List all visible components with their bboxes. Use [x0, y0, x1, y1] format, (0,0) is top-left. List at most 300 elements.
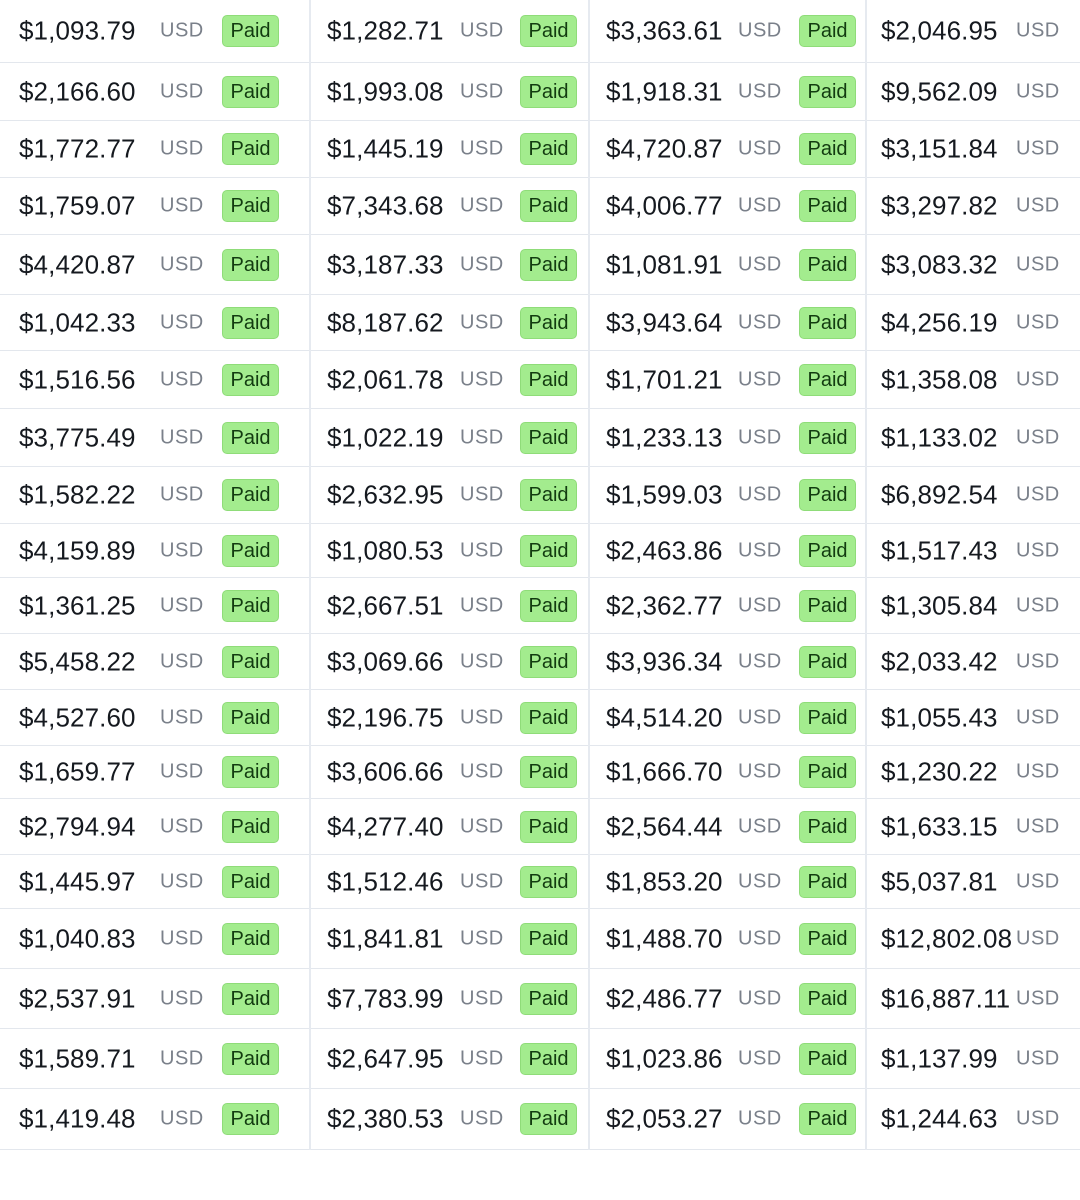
payment-row [0, 235, 309, 295]
payments-column [590, 0, 867, 1150]
payment-amount: $2,061.78 [327, 364, 444, 394]
paid-status-badge: Paid [799, 15, 856, 47]
payment-amount: $1,512.46 [327, 866, 444, 896]
paid-status-badge: Paid [520, 590, 577, 622]
currency-code: USD [160, 194, 204, 217]
currency-code: USD [1016, 987, 1060, 1009]
paid-status-badge: Paid [222, 811, 279, 843]
paid-status-badge: Paid [222, 1043, 279, 1075]
payment-row [867, 351, 1080, 409]
payment-amount: $1,233.13 [606, 422, 723, 452]
payment-amount: $1,445.19 [327, 133, 444, 164]
paid-status-badge: Paid [222, 133, 279, 165]
payment-amount: $1,080.53 [327, 535, 444, 565]
payment-row [0, 634, 309, 690]
payment-amount: $3,363.61 [606, 15, 723, 46]
payment-amount: $1,445.97 [19, 866, 136, 896]
paid-status-badge: Paid [222, 76, 279, 108]
payment-amount: $5,458.22 [19, 646, 136, 676]
payment-amount: $1,023.86 [606, 1043, 723, 1073]
currency-code: USD [738, 870, 782, 892]
payment-row [867, 578, 1080, 634]
payment-amount: $1,419.48 [19, 1103, 136, 1134]
currency-code: USD [1016, 137, 1060, 160]
paid-status-badge: Paid [222, 866, 279, 898]
currency-code: USD [460, 594, 504, 616]
paid-status-badge: Paid [520, 15, 577, 47]
currency-code: USD [1016, 19, 1060, 42]
currency-code: USD [160, 706, 204, 728]
payment-row [0, 799, 309, 855]
payment-row [590, 799, 865, 855]
payment-row [0, 63, 309, 121]
payment-amount: $9,562.09 [881, 76, 998, 106]
payment-row [867, 178, 1080, 235]
payment-amount: $2,537.91 [19, 983, 136, 1013]
payment-amount: $4,527.60 [19, 702, 136, 732]
payment-amount: $2,362.77 [606, 590, 723, 620]
payment-row [590, 578, 865, 634]
paid-status-badge: Paid [799, 133, 856, 165]
currency-code: USD [460, 927, 504, 949]
payment-row [0, 909, 309, 969]
payment-row [0, 295, 309, 351]
currency-code: USD [738, 483, 782, 506]
payment-amount: $1,589.71 [19, 1043, 136, 1073]
payment-amount: $7,343.68 [327, 190, 444, 221]
payment-amount: $1,853.20 [606, 866, 723, 896]
currency-code: USD [160, 760, 204, 783]
paid-status-badge: Paid [520, 535, 577, 567]
currency-code: USD [160, 539, 204, 561]
payment-row [590, 178, 865, 235]
payment-amount: $2,632.95 [327, 479, 444, 510]
payment-amount: $2,794.94 [19, 811, 136, 841]
payment-row [0, 178, 309, 235]
payment-row [0, 409, 309, 467]
payment-row [590, 909, 865, 969]
payment-row [867, 235, 1080, 295]
currency-code: USD [1016, 539, 1060, 561]
payment-amount: $1,841.81 [327, 923, 444, 953]
payment-row [311, 121, 588, 178]
payment-amount: $1,659.77 [19, 756, 136, 787]
currency-code: USD [460, 483, 504, 506]
payment-amount: $2,667.51 [327, 590, 444, 620]
payment-amount: $4,514.20 [606, 702, 723, 732]
currency-code: USD [460, 987, 504, 1009]
paid-status-badge: Paid [520, 190, 577, 222]
paid-status-badge: Paid [799, 535, 856, 567]
payment-amount: $2,564.44 [606, 811, 723, 841]
payment-amount: $1,517.43 [881, 535, 998, 565]
currency-code: USD [738, 815, 782, 837]
payment-row [311, 1089, 588, 1150]
currency-code: USD [460, 368, 504, 390]
payment-row [0, 121, 309, 178]
payment-amount: $4,277.40 [327, 811, 444, 841]
paid-status-badge: Paid [222, 307, 279, 339]
paid-status-badge: Paid [222, 535, 279, 567]
paid-status-badge: Paid [520, 76, 577, 108]
currency-code: USD [738, 368, 782, 390]
payment-row [311, 690, 588, 746]
paid-status-badge: Paid [799, 702, 856, 734]
currency-code: USD [160, 870, 204, 892]
paid-status-badge: Paid [520, 249, 577, 281]
payment-row [311, 178, 588, 235]
payment-row [867, 969, 1080, 1029]
currency-code: USD [738, 706, 782, 728]
currency-code: USD [738, 539, 782, 561]
payment-row [0, 690, 309, 746]
paid-status-badge: Paid [799, 866, 856, 898]
payment-row [311, 295, 588, 351]
payment-amount: $3,936.34 [606, 646, 723, 676]
paid-status-badge: Paid [799, 756, 856, 788]
payment-amount: $1,666.70 [606, 756, 723, 787]
payment-row [311, 235, 588, 295]
payment-amount: $1,516.56 [19, 364, 136, 394]
payment-row [867, 746, 1080, 799]
paid-status-badge: Paid [520, 479, 577, 511]
paid-status-badge: Paid [222, 923, 279, 955]
payment-row [311, 0, 588, 63]
payment-row [311, 799, 588, 855]
payment-row [867, 0, 1080, 63]
paid-status-badge: Paid [799, 590, 856, 622]
paid-status-badge: Paid [799, 422, 856, 454]
currency-code: USD [460, 19, 504, 42]
payment-amount: $5,037.81 [881, 866, 998, 896]
payment-row [311, 1029, 588, 1089]
currency-code: USD [160, 426, 204, 448]
currency-code: USD [160, 594, 204, 616]
currency-code: USD [460, 1047, 504, 1069]
payment-amount: $12,802.08 [881, 923, 1013, 953]
payment-row [590, 855, 865, 909]
payment-amount: $2,166.60 [19, 76, 136, 106]
payment-amount: $2,033.42 [881, 646, 998, 676]
currency-code: USD [738, 927, 782, 949]
currency-code: USD [1016, 253, 1060, 275]
currency-code: USD [160, 253, 204, 275]
currency-code: USD [460, 253, 504, 275]
currency-code: USD [160, 19, 204, 42]
currency-code: USD [160, 483, 204, 506]
currency-code: USD [738, 987, 782, 1009]
payment-row [590, 467, 865, 524]
currency-code: USD [1016, 815, 1060, 837]
payment-row [311, 855, 588, 909]
currency-code: USD [160, 80, 204, 102]
payment-row [311, 909, 588, 969]
currency-code: USD [738, 137, 782, 160]
currency-code: USD [1016, 80, 1060, 102]
currency-code: USD [160, 815, 204, 837]
currency-code: USD [460, 1107, 504, 1130]
currency-code: USD [1016, 760, 1060, 783]
currency-code: USD [460, 311, 504, 333]
currency-code: USD [738, 1107, 782, 1130]
paid-status-badge: Paid [222, 983, 279, 1015]
currency-code: USD [738, 311, 782, 333]
currency-code: USD [160, 650, 204, 672]
currency-code: USD [738, 80, 782, 102]
payment-row [867, 121, 1080, 178]
currency-code: USD [738, 194, 782, 217]
payments-column [311, 0, 590, 1150]
currency-code: USD [1016, 870, 1060, 892]
payment-amount: $4,159.89 [19, 535, 136, 565]
payment-row [0, 524, 309, 578]
currency-code: USD [160, 927, 204, 949]
payment-amount: $3,775.49 [19, 422, 136, 452]
currency-code: USD [460, 194, 504, 217]
payment-amount: $3,187.33 [327, 249, 444, 279]
currency-code: USD [1016, 1047, 1060, 1069]
currency-code: USD [160, 1047, 204, 1069]
paid-status-badge: Paid [222, 190, 279, 222]
payment-row [0, 969, 309, 1029]
paid-status-badge: Paid [520, 866, 577, 898]
payment-row [311, 634, 588, 690]
currency-code: USD [460, 760, 504, 783]
payment-amount: $1,022.19 [327, 422, 444, 452]
payment-amount: $6,892.54 [881, 479, 998, 510]
payment-row [311, 351, 588, 409]
paid-status-badge: Paid [222, 646, 279, 678]
currency-code: USD [1016, 311, 1060, 333]
payment-row [867, 524, 1080, 578]
currency-code: USD [460, 539, 504, 561]
payment-row [311, 63, 588, 121]
payment-row [590, 351, 865, 409]
payment-amount: $4,420.87 [19, 249, 136, 279]
payment-row [311, 409, 588, 467]
payment-row [311, 746, 588, 799]
currency-code: USD [1016, 426, 1060, 448]
payment-amount: $1,358.08 [881, 364, 998, 394]
paid-status-badge: Paid [799, 1103, 856, 1135]
payment-amount: $1,759.07 [19, 190, 136, 221]
payment-row [590, 409, 865, 467]
paid-status-badge: Paid [222, 364, 279, 396]
payment-amount: $1,282.71 [327, 15, 444, 46]
payment-amount: $8,187.62 [327, 307, 444, 337]
payment-row [867, 634, 1080, 690]
payment-row [0, 1089, 309, 1150]
currency-code: USD [460, 650, 504, 672]
currency-code: USD [738, 19, 782, 42]
paid-status-badge: Paid [520, 811, 577, 843]
paid-status-badge: Paid [799, 364, 856, 396]
paid-status-badge: Paid [799, 1043, 856, 1075]
currency-code: USD [460, 815, 504, 837]
payment-row [590, 235, 865, 295]
paid-status-badge: Paid [520, 1043, 577, 1075]
payment-amount: $4,256.19 [881, 307, 998, 337]
currency-code: USD [738, 594, 782, 616]
payment-amount: $1,361.25 [19, 590, 136, 620]
paid-status-badge: Paid [520, 983, 577, 1015]
payment-row [0, 746, 309, 799]
paid-status-badge: Paid [520, 923, 577, 955]
currency-code: USD [460, 426, 504, 448]
payment-row [590, 121, 865, 178]
payment-amount: $4,006.77 [606, 190, 723, 221]
payment-row [867, 1029, 1080, 1089]
payment-amount: $1,993.08 [327, 76, 444, 106]
paid-status-badge: Paid [520, 756, 577, 788]
currency-code: USD [1016, 650, 1060, 672]
paid-status-badge: Paid [222, 1103, 279, 1135]
payment-row [590, 63, 865, 121]
payments-column [867, 0, 1080, 1150]
currency-code: USD [738, 650, 782, 672]
payment-amount: $2,196.75 [327, 702, 444, 732]
payment-amount: $1,772.77 [19, 133, 136, 164]
currency-code: USD [160, 311, 204, 333]
payment-row [590, 690, 865, 746]
payment-row [0, 351, 309, 409]
currency-code: USD [460, 80, 504, 102]
paid-status-badge: Paid [222, 479, 279, 511]
currency-code: USD [738, 760, 782, 783]
payment-amount: $1,918.31 [606, 76, 723, 106]
payments-column [0, 0, 311, 1150]
payment-amount: $3,069.66 [327, 646, 444, 676]
paid-status-badge: Paid [520, 364, 577, 396]
payment-amount: $2,463.86 [606, 535, 723, 565]
payment-row [867, 63, 1080, 121]
payment-row [590, 969, 865, 1029]
paid-status-badge: Paid [799, 307, 856, 339]
payment-amount: $3,943.64 [606, 307, 723, 337]
payment-row [311, 969, 588, 1029]
currency-code: USD [460, 137, 504, 160]
payment-row [590, 634, 865, 690]
paid-status-badge: Paid [520, 307, 577, 339]
paid-status-badge: Paid [799, 190, 856, 222]
payment-row [867, 855, 1080, 909]
payment-amount: $2,380.53 [327, 1103, 444, 1134]
payment-row [590, 1089, 865, 1150]
payment-row [867, 295, 1080, 351]
payment-amount: $16,887.11 [881, 983, 1011, 1013]
paid-status-badge: Paid [799, 983, 856, 1015]
currency-code: USD [738, 1047, 782, 1069]
payment-row [0, 855, 309, 909]
payment-row [0, 0, 309, 63]
paid-status-badge: Paid [799, 76, 856, 108]
currency-code: USD [160, 137, 204, 160]
paid-status-badge: Paid [799, 249, 856, 281]
payment-row [867, 467, 1080, 524]
paid-status-badge: Paid [799, 811, 856, 843]
payment-row [867, 1089, 1080, 1150]
payment-amount: $1,040.83 [19, 923, 136, 953]
payment-amount: $1,701.21 [606, 364, 723, 394]
currency-code: USD [460, 870, 504, 892]
payment-amount: $1,137.99 [881, 1043, 998, 1073]
payment-amount: $2,053.27 [606, 1103, 723, 1134]
payment-amount: $1,042.33 [19, 307, 136, 337]
paid-status-badge: Paid [799, 479, 856, 511]
payment-amount: $1,244.63 [881, 1103, 998, 1134]
payment-amount: $3,151.84 [881, 133, 998, 164]
paid-status-badge: Paid [520, 1103, 577, 1135]
paid-status-badge: Paid [222, 702, 279, 734]
currency-code: USD [160, 368, 204, 390]
paid-status-badge: Paid [520, 646, 577, 678]
currency-code: USD [160, 987, 204, 1009]
payment-row [590, 295, 865, 351]
payment-amount: $1,230.22 [881, 756, 998, 787]
payment-row [867, 690, 1080, 746]
currency-code: USD [1016, 368, 1060, 390]
payment-amount: $4,720.87 [606, 133, 723, 164]
paid-status-badge: Paid [222, 249, 279, 281]
payment-amount: $7,783.99 [327, 983, 444, 1013]
paid-status-badge: Paid [799, 646, 856, 678]
currency-code: USD [1016, 927, 1060, 949]
payment-row [311, 524, 588, 578]
payment-amount: $1,599.03 [606, 479, 723, 510]
paid-status-badge: Paid [520, 133, 577, 165]
payment-amount: $1,305.84 [881, 590, 998, 620]
paid-status-badge: Paid [222, 422, 279, 454]
payment-row [0, 578, 309, 634]
currency-code: USD [1016, 594, 1060, 616]
paid-status-badge: Paid [222, 15, 279, 47]
payment-amount: $1,081.91 [606, 249, 723, 279]
payment-row [590, 524, 865, 578]
payment-amount: $2,647.95 [327, 1043, 444, 1073]
payment-row [0, 1029, 309, 1089]
currency-code: USD [738, 253, 782, 275]
payment-amount: $3,606.66 [327, 756, 444, 787]
payment-amount: $1,633.15 [881, 811, 998, 841]
payment-amount: $3,297.82 [881, 190, 998, 221]
payment-amount: $1,093.79 [19, 15, 136, 46]
currency-code: USD [1016, 194, 1060, 217]
payment-amount: $1,488.70 [606, 923, 723, 953]
currency-code: USD [1016, 1107, 1060, 1130]
payment-amount: $1,133.02 [881, 422, 998, 452]
payment-row [867, 409, 1080, 467]
payment-amount: $2,486.77 [606, 983, 723, 1013]
payment-row [590, 1029, 865, 1089]
currency-code: USD [460, 706, 504, 728]
payment-row [590, 0, 865, 63]
payment-amount: $1,055.43 [881, 702, 998, 732]
currency-code: USD [738, 426, 782, 448]
paid-status-badge: Paid [520, 702, 577, 734]
payment-row [311, 578, 588, 634]
payment-row [311, 467, 588, 524]
payment-amount: $3,083.32 [881, 249, 998, 279]
payment-amount: $2,046.95 [881, 15, 998, 46]
payment-row [867, 799, 1080, 855]
currency-code: USD [1016, 483, 1060, 506]
payment-row [867, 909, 1080, 969]
paid-status-badge: Paid [222, 590, 279, 622]
paid-status-badge: Paid [799, 923, 856, 955]
paid-status-badge: Paid [520, 422, 577, 454]
currency-code: USD [160, 1107, 204, 1130]
paid-status-badge: Paid [222, 756, 279, 788]
